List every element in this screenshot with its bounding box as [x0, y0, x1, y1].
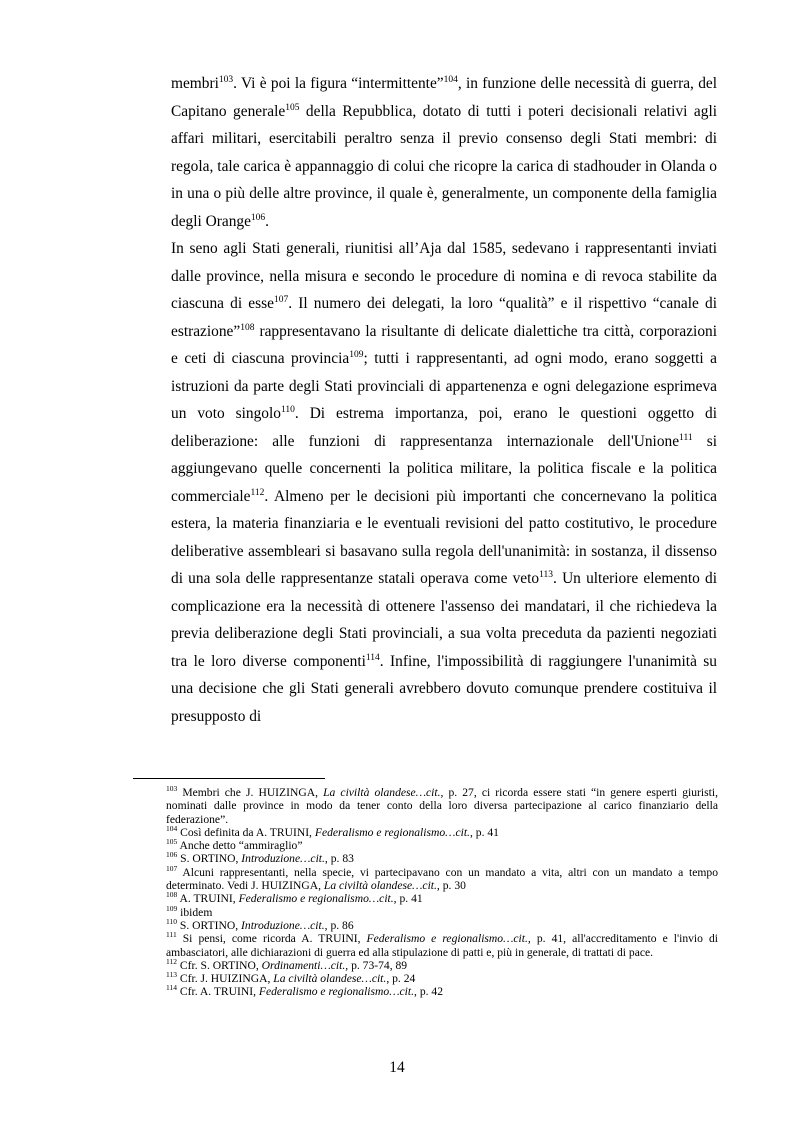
- footnote-text: , p. 41, all'accreditamento e l'invio di ambasciatori, alle dichiarazioni di guerra ed alla stipulazione di patti e, più in generale, di trattati di pace.: [166, 932, 718, 959]
- text-run: rappresentavano la risultante di delicate dialettiche tra città, corporazioni e ceti di ciascuna provincia: [171, 322, 717, 367]
- footnote-text: Anche detto “ammiraglio”: [177, 839, 303, 853]
- footnote-text: , p. 30: [436, 879, 466, 893]
- footnote-citation-title: Federalismo e regionalismo…cit.: [238, 892, 394, 906]
- footnote-text: Si pensi, come ricorda A. TRUINI,: [176, 932, 367, 946]
- footnote-text: Cfr. S. ORTINO,: [176, 958, 262, 972]
- footnote-ref-112[interactable]: 112: [250, 487, 265, 498]
- footnote-107: [166, 863, 718, 893]
- footnote-text: Così definita da A. TRUINI,: [177, 825, 315, 839]
- text-run: .: [265, 212, 270, 230]
- text-run: ; tutti i rappresentanti, ad ogni modo, erano soggetti a istruzioni da parte degli Stati provinciali di appartenenza e ogni delegazione esprimeva un voto singolo: [171, 350, 717, 422]
- footnote-112: [166, 959, 718, 972]
- footnote-ref-113[interactable]: 113: [539, 569, 554, 580]
- footnote-ref-109[interactable]: 109: [349, 349, 364, 360]
- footnote-number: 108: [166, 890, 178, 900]
- footnote-text: , p. 27, ci ricorda essere stati “in genere esperti giuristi, nominati dalle province in modo da tener conto della loro diversa partecipazione al carico finanziario della federazione”.: [166, 786, 718, 826]
- footnote-109: [166, 903, 718, 919]
- text-run: . Vi è poi la figura “intermittente”: [233, 75, 444, 92]
- footnote-separator: [133, 778, 325, 779]
- footnote-citation-title: Introduzione…cit.: [241, 852, 325, 866]
- footnote-text: , p. 86: [324, 918, 354, 932]
- footnote-104: [166, 826, 718, 839]
- footnote-citation-title: Ordinamenti…cit.: [261, 958, 346, 972]
- footnote-number: 114: [166, 983, 177, 993]
- footnote-111: [166, 932, 718, 959]
- paragraph-2: [171, 235, 717, 730]
- text-run: In seno agli Stati generali, riunitisi all’Aja dal 1585, sedevano i rappresentanti inviati dalle province, nella misura e secondo le procedure di nomina e di revoca stabilite da ciascuna di esse: [171, 240, 717, 312]
- footnote-number: 106: [166, 850, 178, 860]
- footnote-citation-title: La civiltà olandese…cit.: [323, 786, 441, 799]
- footnote-number: 113: [166, 970, 177, 980]
- footnote-text: , p. 83: [324, 852, 354, 866]
- footnote-ref-105[interactable]: 105: [285, 102, 300, 113]
- footnote-105: [166, 839, 718, 852]
- footnote-number: 104: [166, 824, 178, 834]
- footnote-citation-title: La civiltà olandese…cit.: [273, 972, 387, 986]
- footnote-ref-107[interactable]: 107: [273, 294, 289, 305]
- footnote-ref-106[interactable]: 106: [250, 212, 266, 223]
- footnote-text: Cfr. J. HUIZINGA,: [176, 972, 274, 986]
- footnote-106: [166, 852, 718, 865]
- footnote-text: ibidem: [177, 905, 213, 919]
- footnote-ref-110[interactable]: 110: [280, 404, 295, 415]
- footnote-citation-title: Federalismo e regionalismo…cit.: [258, 985, 415, 999]
- footnote-110: [166, 919, 718, 932]
- footnote-ref-104[interactable]: 104: [443, 74, 458, 85]
- text-run: . Almeno per le decisioni più importanti che concernevano la politica estera, la materia finanziaria e le eventuali revisioni del patto costitutivo, le procedure deliberative assembleari si basavano sulla regola dell'unanimità: in sostanza, il dissenso di una sola delle rappresentanze statali operava come veto: [171, 487, 717, 587]
- footnote-text: S. ORTINO,: [177, 852, 242, 866]
- text-run: , in funzione delle necessità di guerra, del Capitano generale: [171, 75, 717, 120]
- footnote-number: 109: [166, 903, 178, 913]
- footnote-114: [166, 985, 718, 998]
- footnote-ref-114[interactable]: 114: [365, 652, 380, 663]
- footnote-ref-103[interactable]: 103: [218, 74, 234, 85]
- footnote-text: Alcuni rappresentanti, nella specie, vi partecipavano con un mandato a vita, altri con un mandato a tempo determinato. Vedi J. HUIZINGA,: [166, 865, 718, 893]
- text-run: della Repubblica, dotato di tutti i poteri decisionali relativi agli affari militari, esercitabili peraltro senza il previo consenso degli Stati membri: di regola, tale carica è appannaggio di colui che ricopre la carica di stadhouder in Olanda o in una o più delle altre province, il quale è, generalmente, un componente della famiglia degli Orange: [171, 102, 717, 230]
- footnote-text: , p. 73-74, 89: [345, 958, 408, 972]
- footnotes: [166, 786, 718, 999]
- footnote-number: 105: [166, 837, 178, 847]
- footnote-citation-title: La civiltà olandese…cit.: [323, 879, 437, 893]
- footnote-number: 107: [166, 863, 178, 873]
- footnote-text: , p. 24: [386, 972, 416, 986]
- paragraph-1: [171, 70, 717, 235]
- footnote-number: 111: [166, 930, 177, 940]
- footnote-108: [166, 892, 718, 905]
- footnote-ref-108[interactable]: 108: [240, 322, 255, 333]
- text-run: . Il numero dei delegati, la loro “qualità” e il rispettivo “canale di estrazione”: [171, 295, 717, 340]
- footnote-number: 103: [166, 784, 178, 794]
- footnote-citation-title: Introduzione…cit.: [241, 918, 325, 932]
- footnote-text: S. ORTINO,: [176, 918, 242, 932]
- footnote-text: , p. 41: [469, 825, 499, 839]
- footnote-ref-111[interactable]: 111: [679, 432, 693, 443]
- footnote-text: Cfr. A. TRUINI,: [176, 985, 259, 999]
- footnote-103: [166, 786, 718, 826]
- footnote-text: Membri che J. HUIZINGA,: [177, 786, 324, 799]
- footnote-113: [166, 972, 718, 985]
- footnote-text: A. TRUINI,: [177, 892, 239, 906]
- footnote-citation-title: Federalismo e regionalismo…cit.: [314, 825, 470, 839]
- page-number: 14: [389, 1059, 405, 1076]
- text-run: . Infine, l'impossibilità di raggiungere l'unanimità su una decisione che gli Stati generali avrebbero dovuto comunque prendere costituiva il presupposto di: [171, 652, 717, 725]
- text-run: . Un ulteriore elemento di complicazione era la necessità di ottenere l'assenso dei mandatari, il che richiedeva la previa deliberazione degli Stati provinciali, a sua volta preceduta da pazienti negoziati tra le loro diverse componenti: [171, 570, 718, 670]
- footnote-number: 110: [166, 917, 177, 927]
- text-run: si aggiungevano quelle concernenti la politica militare, la politica fiscale e la politica commerciale: [171, 432, 717, 505]
- text-run: . Di estrema importanza, poi, erano le questioni oggetto di deliberazione: alle funzioni di rappresentanza internazionale dell'Unione: [171, 405, 717, 450]
- main-text: [171, 70, 717, 730]
- text-run: membri: [171, 75, 219, 92]
- footnote-text: , p. 42: [414, 985, 443, 999]
- footnote-citation-title: Federalismo e regionalismo…cit.: [366, 932, 528, 946]
- footnote-number: 112: [166, 957, 177, 966]
- footnote-text: , p. 41: [393, 892, 423, 906]
